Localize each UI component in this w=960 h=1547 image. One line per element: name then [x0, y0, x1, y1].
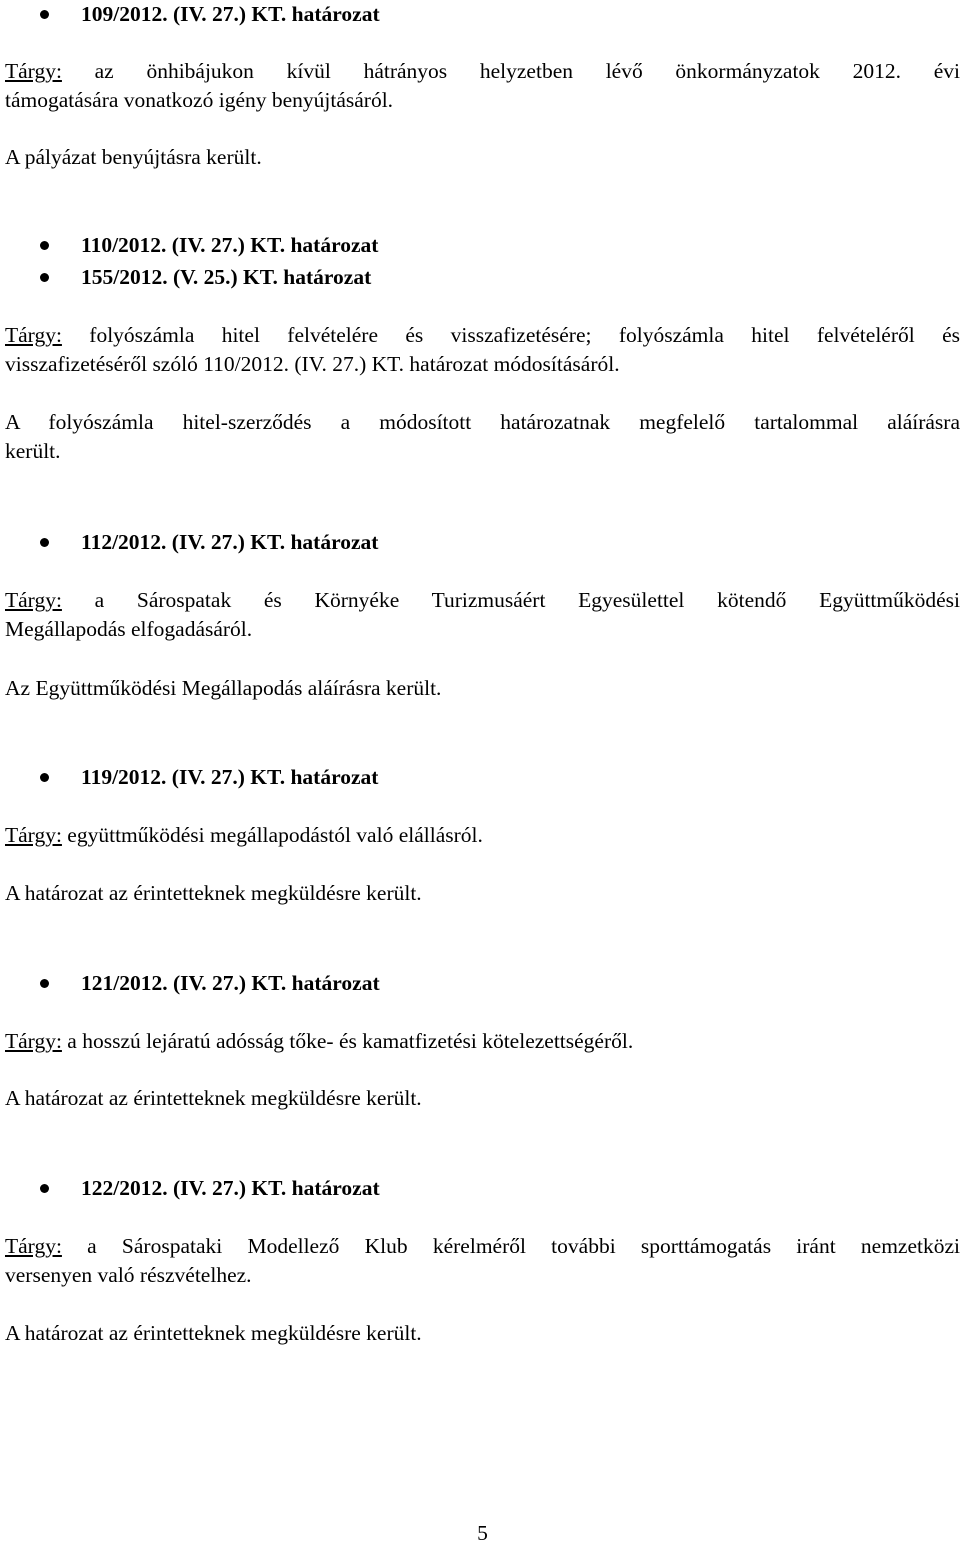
subject-label: Tárgy: [5, 1234, 62, 1258]
subject-text: folyószámla hitel felvételére és visszafizetésére; folyószámla hitel felvételéről és [89, 323, 960, 347]
bullet-icon [40, 241, 49, 250]
subject-text: a Sárospatak és Környéke Turizmusáért Egyesülettel kötendő Együttműködési [94, 588, 960, 612]
subject-text-continued: támogatására vonatkozó igény benyújtásáról. [5, 88, 394, 112]
subject-label: Tárgy: [5, 1029, 62, 1053]
result-text: A folyószámla hitel-szerződés a módosított határozatnak megfelelő tartalommal aláírásra [5, 410, 960, 434]
subject-paragraph [5, 821, 960, 849]
subject-text-continued: visszafizetéséről szóló 110/2012. (IV. 27.) KT. határozat módosításáról. [5, 352, 620, 376]
subject-text-continued: versenyen való részvételhez. [5, 1263, 252, 1287]
result-text: A határozat az érintetteknek megküldésre került. [5, 881, 422, 905]
bullet-icon [40, 538, 49, 547]
result-text: A határozat az érintetteknek megküldésre került. [5, 1086, 422, 1110]
bullet-icon [40, 10, 49, 19]
subject-text: együttműködési megállapodástól való elállásról. [67, 823, 483, 847]
page-number: 5 [477, 1521, 488, 1545]
bullet-icon [40, 979, 49, 988]
bullet-icon [40, 773, 49, 782]
subject-text: a hosszú lejáratú adósság tőke- és kamatfizetési kötelezettségéről. [67, 1029, 634, 1053]
subject-label: Tárgy: [5, 59, 62, 83]
result-text: A határozat az érintetteknek megküldésre került. [5, 1321, 422, 1345]
subject-paragraph [5, 1027, 960, 1055]
result-text: Az Együttműködési Megállapodás aláírásra került. [5, 676, 442, 700]
result-paragraph [5, 408, 960, 466]
subject-label: Tárgy: [5, 823, 62, 847]
subject-text-continued: Megállapodás elfogadásáról. [5, 617, 253, 641]
subject-label: Tárgy: [5, 323, 62, 347]
subject-text: az önhibájukon kívül hátrányos helyzetben lévő önkormányzatok 2012. évi [94, 59, 960, 83]
subject-text: a Sárospataki Modellező Klub kérelméről további sporttámogatás iránt nemzetközi [87, 1234, 960, 1258]
bullet-icon [40, 1184, 49, 1193]
result-text-continued: került. [5, 439, 61, 463]
document-page: 109/2012. (IV. 27.) KT. határozat Tárgy: az önhibájukon kívül hátrányos helyzetben lévő önkormányzatok 2012. évi támogatására vonatkozó igény benyújtásáról. A pályázat benyújtásra került. 110/2012. (IV. 27.) KT. határozat 155/2012. (V. 25.) KT. határozat Tárgy: folyószámla hitel felvételére és visszafizetésére; folyószámla hitel felvételéről és visszafizetéséről szóló 110/2012. (IV. 27.) KT. határozat módosításáról. A folyószámla hitel-szerződés a módosított határozatnak megfelelő tartalommal aláírásra került. 112/2012. (IV. 27.) KT. határozat Tárgy: a Sárospatak és Környéke Turizmusáért Egyesülettel kötendő Együttműködési Megállapodás elfogadásáról. Az Együttműködési Megállapodás aláírásra került. 119/2012. (IV. 27.) KT. határozat Tárgy: együttműködési megállapodástól való elállásról. A határozat az érintetteknek megküldésre került. 121/2012. (IV. 27.) KT. határozat Tárgy: a hosszú lejáratú adósság tőke- és kamatfizetési kötelezettségéről. A határozat az érintetteknek megküldésre került. 122/2012. (IV. 27.) KT. határozat Tárgy: a Sárospataki Modellező Klub kérelméről további sporttámogatás iránt nemzetközi versenyen való részvételhez. A határozat az érintetteknek megküldésre került. 5 [0, 0, 960, 1543]
result-text: A pályázat benyújtásra került. [5, 145, 262, 169]
bullet-icon [40, 273, 49, 282]
subject-label: Tárgy: [5, 588, 62, 612]
